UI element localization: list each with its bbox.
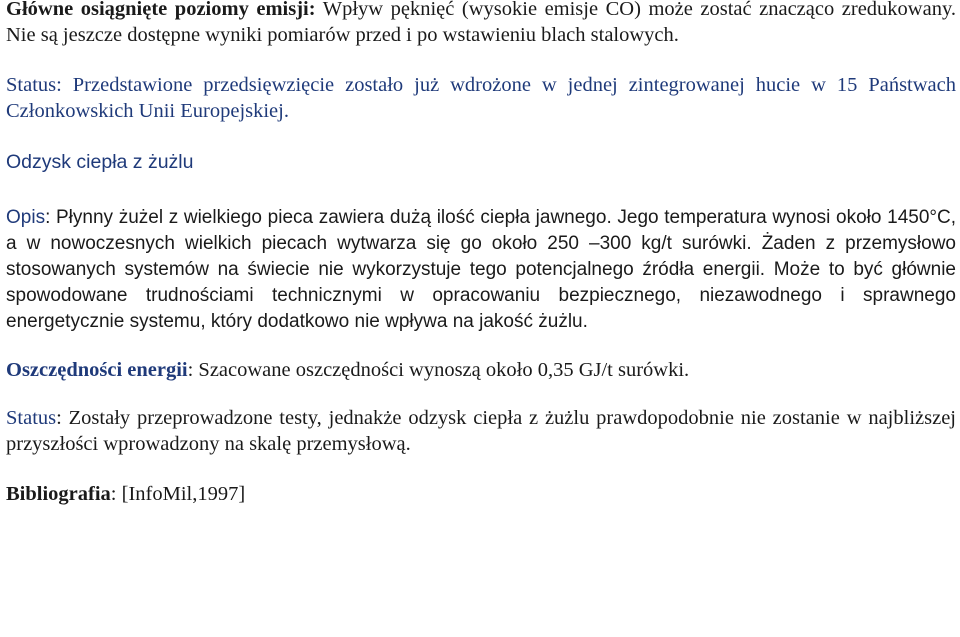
status-text-1: : Przedstawione przedsięwzięcie zostało już wdrożone w jednej zintegrowanej hucie w 15 Państwach Członkowskich Unii Europejskiej. [6,74,956,122]
bibliography-paragraph [6,481,956,507]
bibliography-text: : [InfoMil,1997] [110,483,246,505]
achievements-text: Wpływ pęknięć (wysokie emisje CO) może zostać znacząco zredukowany. Nie są jeszcze dostępne wyniki pomiarów przed i po wstawieniu blach stalowych. [6,0,956,46]
status-paragraph-1 [6,72,956,124]
description-paragraph [6,205,956,335]
description-label: Opis [6,207,46,228]
status-label-1: Status [6,74,57,96]
section-heading: Odzysk ciepła z żużlu [6,151,194,173]
status-text-2: : Zostały przeprowadzone testy, jednakże odzysk ciepła z żużlu prawdopodobnie nie zostanie w najbliższej przyszłości wprowadzony na skalę przemysłową. [6,407,956,455]
achievements-label: Główne osiągnięte poziomy emisji: [6,0,316,20]
energy-savings-label: Oszczędności energii [6,359,188,381]
status-paragraph-2 [6,405,956,457]
energy-savings-paragraph [6,357,956,383]
achievements-paragraph [6,0,956,48]
document-page [6,0,956,507]
description-text: : Płynny żużel z wielkiego pieca zawiera dużą ilość ciepła jawnego. Jego temperatura wynosi około 1450°C, a w nowoczesnych wielkich piecach wytwarza się go około 250 –300 kg/t surówki. Żaden z przemysłowo stosowanych systemów na świecie nie wykorzystuje tego potencjalnego źródła energii. Może to być głównie spowodowane trudnościami technicznymi w opracowaniu bezpiecznego, niezawodnego i sprawnego energetycznie systemu, który dodatkowo nie wpływa na jakość żużlu. [6,207,956,332]
bibliography-label: Bibliografia [6,483,111,505]
energy-savings-text: : Szacowane oszczędności wynoszą około 0,35 GJ/t surówki. [187,359,690,381]
status-label-2: Status [6,407,57,429]
